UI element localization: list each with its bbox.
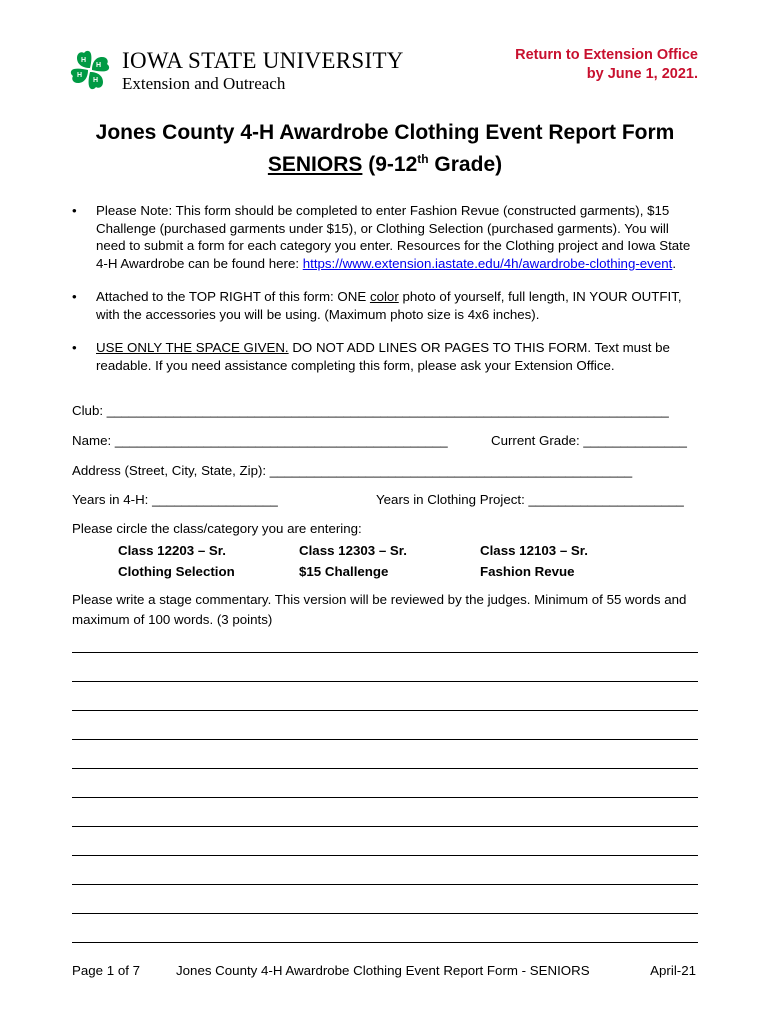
subtitle-superscript: th xyxy=(417,152,429,166)
return-notice xyxy=(515,46,698,84)
isu-logo xyxy=(68,48,408,96)
instructions-list xyxy=(72,202,700,390)
subtitle-seniors: SENIORS xyxy=(267,153,363,176)
bullet-dot: • xyxy=(72,289,77,304)
commentary-line[interactable] xyxy=(72,652,698,653)
return-notice-line1: Return to Extension Office xyxy=(515,47,698,63)
svg-text:H: H xyxy=(96,62,102,69)
instruction-space xyxy=(72,339,700,374)
class-clothing-selection-number: Class 12203 – Sr. xyxy=(118,543,226,558)
form-subtitle xyxy=(0,152,770,177)
commentary-line[interactable] xyxy=(72,739,698,740)
photo-text-a: Attached to the TOP RIGHT of this form: ONE xyxy=(96,289,370,304)
commentary-line[interactable] xyxy=(72,884,698,885)
footer-document-name: Jones County 4-H Awardrobe Clothing Event Report Form - SENIORS xyxy=(176,963,590,978)
photo-text-color: color xyxy=(369,289,399,304)
class-fashion-revue-number: Class 12103 – Sr. xyxy=(480,543,588,558)
club-field[interactable]: Club: ____________________________________________________________________________ xyxy=(72,403,669,418)
commentary-line[interactable] xyxy=(72,942,698,943)
class-clothing-selection[interactable] xyxy=(118,540,235,582)
commentary-line[interactable] xyxy=(72,797,698,798)
footer-date: April-21 xyxy=(650,963,696,978)
commentary-line[interactable] xyxy=(72,768,698,769)
class-fashion-revue-name: Fashion Revue xyxy=(480,564,575,579)
commentary-line[interactable] xyxy=(72,913,698,914)
commentary-line[interactable] xyxy=(72,710,698,711)
commentary-line[interactable] xyxy=(72,826,698,827)
return-notice-line2: by June 1, 2021. xyxy=(586,66,698,82)
instruction-photo xyxy=(72,288,700,323)
photo-text-b: photo of yourself, full length, IN YOUR OUTFIT, with the accessories you will be using. (Maximum photo size is 4x6 inches). xyxy=(96,289,682,322)
commentary-line[interactable] xyxy=(72,855,698,856)
years-clothing-field[interactable]: Years in Clothing Project: _____________________ xyxy=(376,492,684,507)
resources-link[interactable]: https://www.extension.iastate.edu/4h/awardrobe-clothing-event xyxy=(302,255,673,271)
class-fifteen-challenge-number: Class 12303 – Sr. xyxy=(299,543,407,558)
university-name: IOWA STATE UNIVERSITY xyxy=(122,48,404,73)
commentary-instructions: Please write a stage commentary. This version will be reviewed by the judges. Minimum of 55 words and maximum of 100 words. (3 points) xyxy=(72,592,687,627)
svg-text:H: H xyxy=(93,77,99,84)
subtitle-grade-open: (9-12 xyxy=(362,153,418,176)
svg-text:H: H xyxy=(77,72,83,79)
name-field[interactable]: Name: _____________________________________________ xyxy=(72,433,448,448)
footer-page-number: Page 1 of 7 xyxy=(72,963,141,978)
commentary-line[interactable] xyxy=(72,681,698,682)
four-h-clover-icon xyxy=(68,48,112,92)
space-text: DO NOT ADD LINES OR PAGES TO THIS FORM. Text must be readable. If you need assistance completing this form, please ask your Extension Office. xyxy=(96,340,670,373)
note-end: . xyxy=(672,255,677,271)
address-field[interactable]: Address (Street, City, State, Zip): _________________________________________________ xyxy=(72,463,633,478)
subtitle-grade-close: Grade) xyxy=(428,153,503,176)
university-subunit: Extension and Outreach xyxy=(122,74,286,93)
bullet-dot: • xyxy=(72,203,77,218)
bullet-dot: • xyxy=(72,340,77,355)
instruction-note xyxy=(72,202,700,272)
svg-text:H: H xyxy=(81,57,87,64)
class-prompt: Please circle the class/category you are entering: xyxy=(72,521,362,536)
class-fashion-revue[interactable] xyxy=(480,540,588,582)
class-clothing-selection-name: Clothing Selection xyxy=(118,564,235,579)
form-title: Jones County 4-H Awardrobe Clothing Event Report Form xyxy=(95,121,675,144)
class-fifteen-challenge[interactable] xyxy=(299,540,407,582)
space-text-underlined: USE ONLY THE SPACE GIVEN. xyxy=(96,340,289,355)
current-grade-field[interactable]: Current Grade: ______________ xyxy=(491,433,687,448)
note-text: Please Note: This form should be completed to enter Fashion Revue (constructed garments), $15 Challenge (purchased garments under $15), or Clothing Selection (purchased garments). You will need to submit a form for each category you enter. Resources for the Clothing project and Iowa State 4-H Awardrobe can be found here: xyxy=(96,203,691,271)
years-4h-field[interactable]: Years in 4-H: _________________ xyxy=(72,492,278,507)
class-fifteen-challenge-name: $15 Challenge xyxy=(299,564,389,579)
